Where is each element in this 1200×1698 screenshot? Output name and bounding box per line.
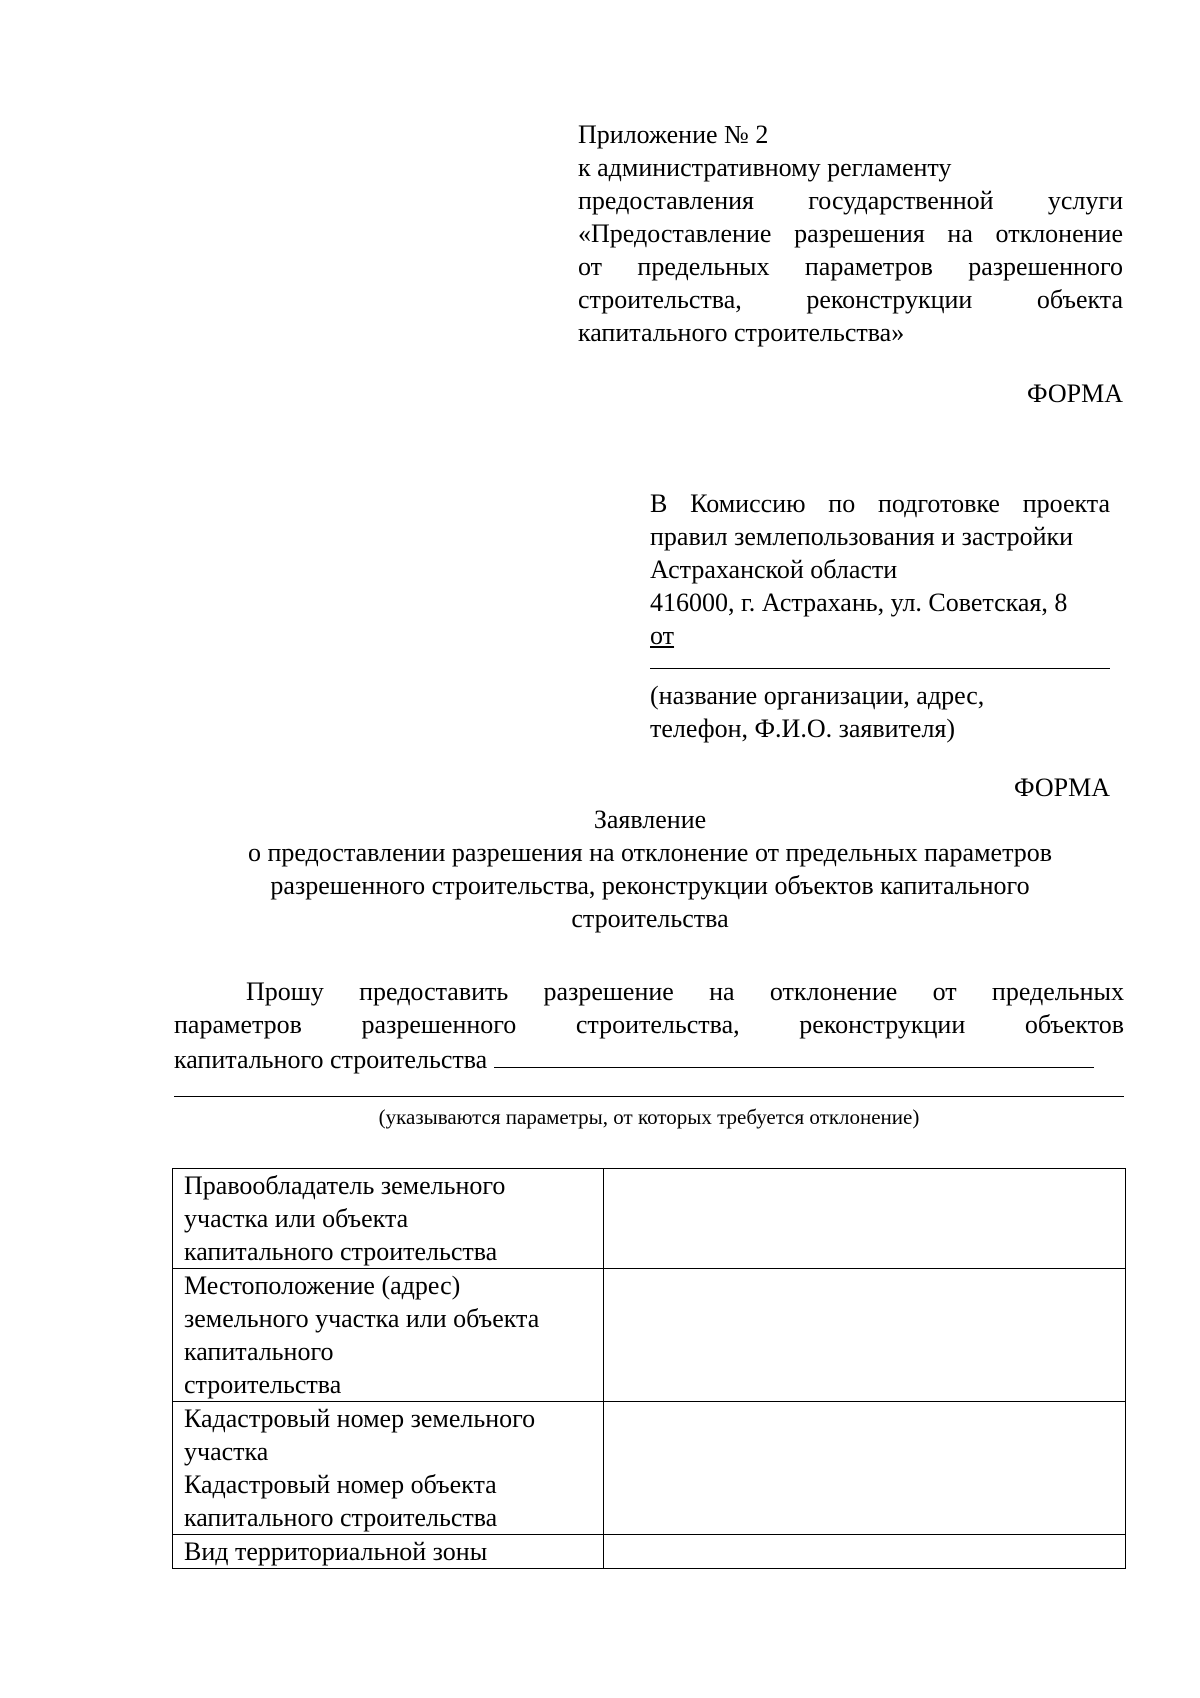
request-line: параметров разрешенного строительства, реконструкции объектов bbox=[174, 1010, 1124, 1039]
table-value-cell[interactable] bbox=[603, 1535, 1125, 1569]
request-line: Прошу предоставить разрешение на отклонение от предельных bbox=[246, 977, 1124, 1006]
parameters-fill-line[interactable] bbox=[494, 1041, 1094, 1068]
addressee-line: Астраханской области bbox=[650, 555, 898, 584]
label-line: Кадастровый номер земельного bbox=[184, 1404, 536, 1433]
appendix-line: к административному регламенту bbox=[578, 153, 952, 182]
request-line-prefix: капитального строительства bbox=[174, 1045, 488, 1074]
addressee-line: В Комиссию по подготовке проекта bbox=[650, 489, 1110, 518]
applicant-fill-line[interactable] bbox=[650, 652, 1110, 669]
addressee-block bbox=[650, 487, 1110, 745]
title-line: Заявление bbox=[593, 805, 707, 834]
table-label-cell bbox=[173, 1269, 604, 1402]
table-value-cell[interactable] bbox=[603, 1402, 1125, 1535]
appendix-header bbox=[578, 118, 1123, 349]
table-row bbox=[173, 1402, 1126, 1535]
forma-label: ФОРМА bbox=[1027, 379, 1123, 408]
table-label-cell bbox=[173, 1535, 604, 1569]
label-line: строительства bbox=[184, 1370, 342, 1399]
label-line: капитального bbox=[184, 1337, 334, 1366]
table-row bbox=[173, 1535, 1126, 1569]
table-value-cell[interactable] bbox=[603, 1269, 1125, 1402]
label-line: Вид территориальной зоны bbox=[184, 1537, 488, 1566]
table-row bbox=[173, 1269, 1126, 1402]
label-line: капитального строительства bbox=[184, 1237, 498, 1266]
appendix-line: капитального строительства» bbox=[578, 318, 905, 347]
table-row bbox=[173, 1169, 1126, 1269]
title-line: строительства bbox=[571, 904, 729, 933]
application-table bbox=[172, 1168, 1126, 1569]
label-line: Кадастровый номер объекта bbox=[184, 1470, 497, 1499]
request-paragraph bbox=[174, 975, 1124, 1097]
label-line: земельного участка или объекта bbox=[184, 1304, 540, 1333]
parameters-fill-line-2[interactable] bbox=[174, 1074, 1124, 1097]
label-line: участка bbox=[184, 1437, 269, 1466]
request-line-3 bbox=[174, 1041, 1124, 1074]
appendix-line: от предельных параметров разрешенного bbox=[578, 252, 1123, 281]
appendix-line: Приложение № 2 bbox=[578, 120, 769, 149]
parameters-hint: (указываются параметры, от которых требуется отклонение) bbox=[378, 1105, 920, 1129]
label-line: капитального строительства bbox=[184, 1503, 498, 1532]
document-title bbox=[160, 803, 1140, 935]
appendix-line: «Предоставление разрешения на отклонение bbox=[578, 219, 1123, 248]
table-label-cell bbox=[173, 1402, 604, 1535]
title-line: разрешенного строительства, реконструкции объектов капитального bbox=[270, 871, 1030, 900]
addressee-line: 416000, г. Астрахань, ул. Советская, 8 bbox=[650, 588, 1068, 617]
table-label-cell bbox=[173, 1169, 604, 1269]
label-line: участка или объекта bbox=[184, 1204, 409, 1233]
label-line: Правообладатель земельного bbox=[184, 1171, 506, 1200]
forma-label: ФОРМА bbox=[1014, 773, 1110, 802]
title-line: о предоставлении разрешения на отклонение от предельных параметров bbox=[247, 838, 1053, 867]
addressee-hint: (название организации, адрес, bbox=[650, 681, 985, 710]
appendix-line: строительства, реконструкции объекта bbox=[578, 285, 1123, 314]
from-label: от bbox=[650, 621, 675, 650]
addressee-hint: телефон, Ф.И.О. заявителя) bbox=[650, 714, 956, 743]
table-value-cell[interactable] bbox=[603, 1169, 1125, 1269]
from-line bbox=[650, 619, 1110, 652]
appendix-line: предоставления государственной услуги bbox=[578, 186, 1123, 215]
addressee-line: правил землепользования и застройки bbox=[650, 522, 1074, 551]
label-line: Местоположение (адрес) bbox=[184, 1271, 461, 1300]
